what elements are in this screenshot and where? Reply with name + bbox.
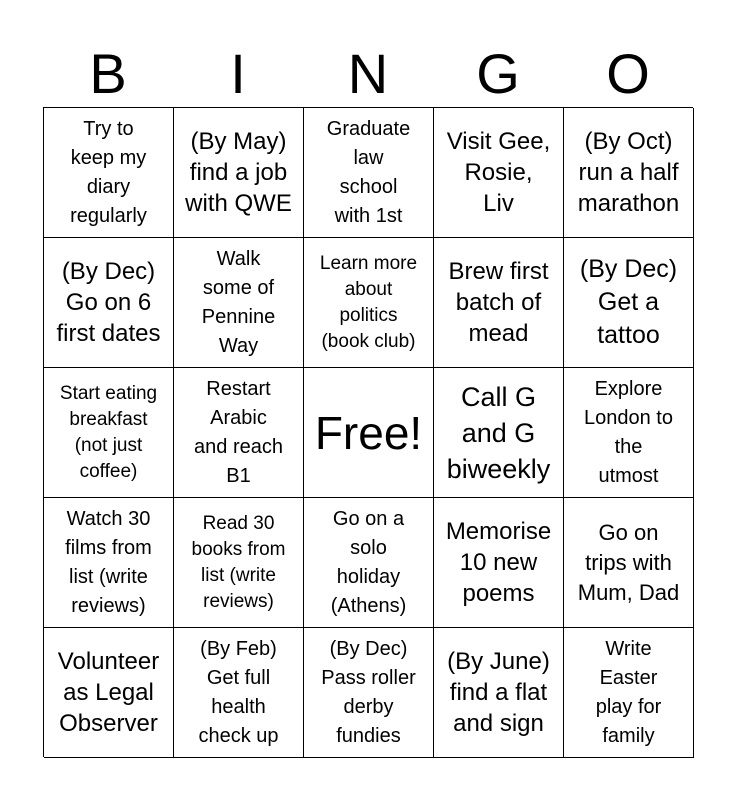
bingo-cell[interactable]: Go on a solo holiday (Athens) [304, 498, 434, 628]
bingo-cell[interactable]: (By Dec) Get a tattoo [564, 238, 694, 368]
bingo-cell[interactable]: (By May) find a job with QWE [174, 108, 304, 238]
header-letter-g: G [476, 42, 520, 105]
bingo-cell[interactable]: Start eating breakfast (not just coffee) [44, 368, 174, 498]
bingo-board [43, 107, 693, 757]
bingo-cell[interactable]: Call G and G biweekly [434, 368, 564, 498]
bingo-cell[interactable]: Restart Arabic and reach B1 [174, 368, 304, 498]
bingo-cell[interactable]: (By Dec) Pass roller derby fundies [304, 628, 434, 758]
bingo-cell[interactable]: (By Feb) Get full health check up [174, 628, 304, 758]
bingo-cell[interactable]: Write Easter play for family [564, 628, 694, 758]
bingo-cell[interactable]: Watch 30 films from list (write reviews) [44, 498, 174, 628]
bingo-cell[interactable]: (By Dec) Go on 6 first dates [44, 238, 174, 368]
bingo-cell[interactable]: Walk some of Pennine Way [174, 238, 304, 368]
bingo-cell[interactable]: Explore London to the utmost [564, 368, 694, 498]
bingo-cell[interactable]: Brew first batch of mead [434, 238, 564, 368]
free-space-cell[interactable]: Free! [304, 368, 434, 498]
bingo-cell[interactable]: Go on trips with Mum, Dad [564, 498, 694, 628]
bingo-cell[interactable]: Try to keep my diary regularly [44, 108, 174, 238]
bingo-cell[interactable]: Volunteer as Legal Observer [44, 628, 174, 758]
bingo-cell[interactable]: Memorise 10 new poems [434, 498, 564, 628]
header-letter-n: N [347, 42, 389, 105]
header-letter-b: B [89, 42, 127, 105]
bingo-header [43, 40, 693, 108]
bingo-cell[interactable]: Learn more about politics (book club) [304, 238, 434, 368]
header-letter-i: I [230, 42, 246, 105]
bingo-cell[interactable]: Graduate law school with 1st [304, 108, 434, 238]
bingo-cell[interactable]: (By Oct) run a half marathon [564, 108, 694, 238]
header-letter-o: O [606, 42, 650, 105]
bingo-cell[interactable]: Read 30 books from list (write reviews) [174, 498, 304, 628]
bingo-cell[interactable]: Visit Gee, Rosie, Liv [434, 108, 564, 238]
bingo-cell[interactable]: (By June) find a flat and sign [434, 628, 564, 758]
